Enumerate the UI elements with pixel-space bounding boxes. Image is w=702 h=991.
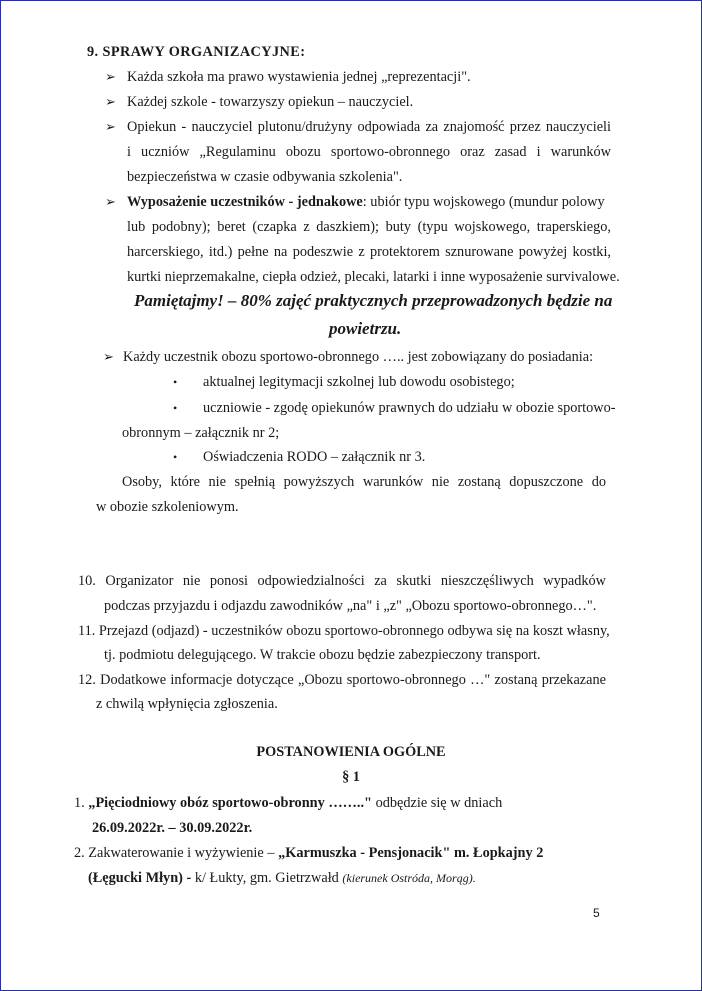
bullet-dot-icon: •: [173, 401, 178, 415]
bullet-4-line-1: [127, 193, 611, 211]
bullet-2-text: Każdej szkole - towarzyszy opiekun – nauczyciel.: [127, 94, 414, 110]
subitem-1: aktualnej legitymacji szkolnej lub dowodu osobistego;: [203, 374, 515, 390]
subitem-2-line-1: uczniowie - zgodę opiekunów prawnych do udziału w obozie sportowo-: [203, 400, 616, 416]
provision-2-line-1: [74, 844, 543, 862]
equipment-text: : ubiór typu wojskowego (mundur polowy: [362, 194, 605, 210]
section-9-title: 9. SPRAWY ORGANIZACYJNE:: [87, 44, 306, 60]
page-number: 5: [593, 906, 600, 920]
arrow-bullet-icon: ➢: [105, 94, 116, 109]
equipment-bold-label: Wyposażenie uczestników - jednakowe: [127, 194, 363, 210]
venue-direction: (kierunek Ostróda, Morąg).: [342, 871, 476, 885]
bullet-dot-icon: •: [173, 375, 178, 389]
subitem-3: Oświadczenia RODO – załącznik nr 3.: [203, 449, 426, 465]
arrow-bullet-icon: ➢: [105, 119, 116, 134]
paragraph-mark: § 1: [342, 769, 360, 785]
bullet-3-line-1: Opiekun - nauczyciel plutonu/drużyny odpowiada za znajomość przez nauczycieli: [127, 119, 611, 135]
venue-name: „Karmuszka - Pensjonacik" m. Łopkajny 2: [278, 845, 544, 861]
item-11-line-1: 11. Przejazd (odjazd) - uczestników obozu sportowo-obronnego odbywa się na koszt własny,: [78, 623, 610, 639]
item-12-line-2: z chwilą wpłynięcia zgłoszenia.: [96, 696, 278, 712]
camp-dates: 26.09.2022r. – 30.09.2022r.: [92, 820, 253, 836]
venue-locality: (Łęgucki Młyn) -: [88, 870, 192, 886]
bullet-dot-icon: •: [173, 450, 178, 464]
venue-location: k/ Łukty, gm. Gietrzwałd: [191, 870, 343, 886]
highlight-line-2: powietrzu.: [329, 319, 402, 338]
note-line-2: w obozie szkoleniowym.: [96, 499, 239, 515]
general-heading: POSTANOWIENIA OGÓLNE: [256, 744, 446, 760]
provision-2-text: 2. Zakwaterowanie i wyżywienie –: [74, 845, 279, 861]
item-11-line-2: tj. podmiotu delegującego. W trakcie obozu będzie zabezpieczony transport.: [104, 647, 541, 663]
bullet-3-line-2: i uczniów „Regulaminu obozu sportowo-obronnego oraz zasad i warunków: [127, 144, 611, 160]
bullet-1-text: Każda szkoła ma prawo wystawienia jednej „reprezentacji".: [127, 69, 471, 85]
arrow-bullet-icon: ➢: [103, 349, 114, 364]
highlight-line-1: Pamiętajmy! – 80% zajęć praktycznych przeprowadzonych będzie na: [134, 291, 613, 310]
subitem-2-line-2: obronnym – załącznik nr 2;: [122, 425, 280, 441]
item-10-line-2: podczas przyjazdu i odjazdu zawodników „na" i „z" „Obozu sportowo-obronnego…".: [104, 598, 597, 614]
bullet-3-line-3: bezpieczeństwa w czasie odbywania szkolenia".: [127, 169, 403, 185]
provision-1-line-1: [74, 794, 502, 812]
item-12-line-1: 12. Dodatkowe informacje dotyczące „Obozu sportowo-obronnego …" zostaną przekazane: [78, 672, 606, 688]
item-10-line-1: 10. Organizator nie ponosi odpowiedzialności za skutki nieszczęśliwych wypadków: [78, 573, 606, 589]
arrow-bullet-icon: ➢: [105, 69, 116, 84]
bullet-5-text: Każdy uczestnik obozu sportowo-obronnego ….. jest zobowiązany do posiadania:: [123, 349, 594, 365]
provision-1-text: odbędzie się w dniach: [372, 795, 503, 811]
note-line-1: Osoby, które nie spełnią powyższych warunków nie zostaną dopuszczone do: [122, 474, 606, 490]
arrow-bullet-icon: ➢: [105, 194, 116, 209]
bullet-4-line-4: kurtki nieprzemakalne, ciepła odzież, plecaki, latarki i inne wyposażenie survivalowe.: [127, 269, 620, 285]
provision-2-line-2: [88, 869, 476, 887]
camp-name: „Pięciodniowy obóz sportowo-obronny ……..": [88, 795, 372, 811]
bullet-4-line-3: harcerskiego, itd.) pełne na podeszwie z protektorem sznurowane powyżej kostki,: [127, 244, 611, 260]
provision-1-number: 1.: [74, 795, 89, 811]
bullet-4-line-2: lub podobny); beret (czapka z daszkiem); buty (typu wojskowego, traperskiego,: [127, 219, 611, 235]
